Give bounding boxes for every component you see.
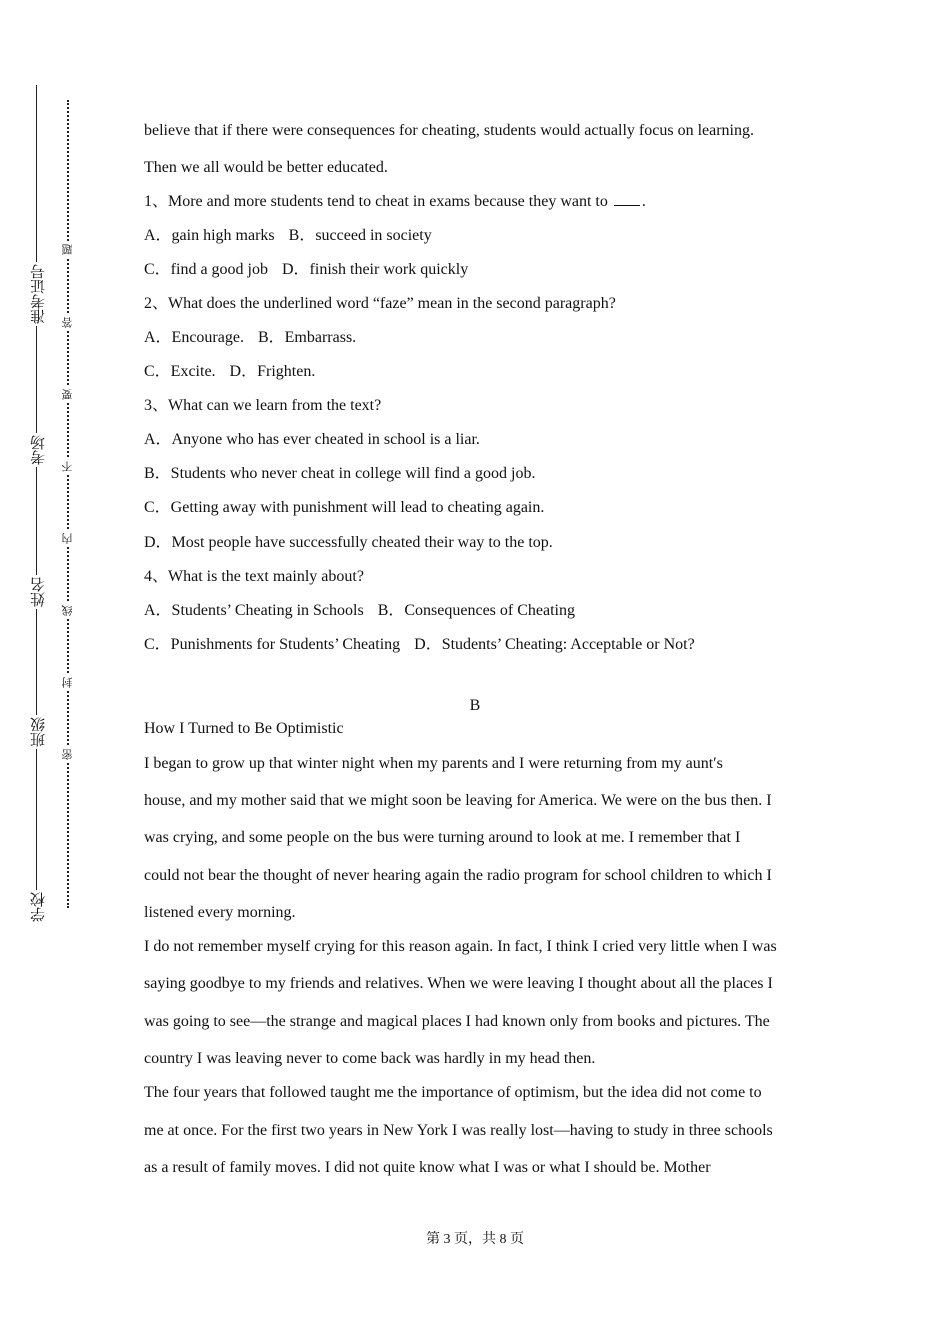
passage-line: house, and my mother said that we might soon be leaving for America. We were on the bus then. I xyxy=(144,792,772,809)
option-c: C．Punishments for Students’ Cheating xyxy=(144,636,401,653)
option-c: C．Getting away with punishment will lead to cheating again. xyxy=(144,499,545,516)
option-a: A．gain high marks xyxy=(144,227,275,244)
passage-line: Then we all would be better educated. xyxy=(144,159,388,176)
seal-char: 题 xyxy=(61,244,74,255)
passage-line: was going to see—the strange and magical places I had known only from books and pictures. The xyxy=(144,1013,770,1030)
question-1-stem-text: 1、More and more students tend to cheat in exams because they want to xyxy=(144,193,612,210)
question-1-options-row xyxy=(144,262,468,278)
option-d: D．finish their work quickly xyxy=(282,261,469,278)
passage-line: The four years that followed taught me the importance of optimism, but the idea did not come to xyxy=(144,1084,762,1101)
question-2-options-row xyxy=(144,330,356,346)
option-c: C．find a good job xyxy=(144,261,268,278)
question-1-stem-end: . xyxy=(641,193,646,210)
seal-char: 不 xyxy=(61,461,74,472)
question-4-options-row xyxy=(144,603,575,619)
option-d: D．Frighten. xyxy=(229,363,316,380)
seal-char: 封 xyxy=(61,677,74,688)
question-2-options-row xyxy=(144,364,315,380)
option-a: A．Anyone who has ever cheated in school is a liar. xyxy=(144,431,480,448)
question-1-options-row xyxy=(144,228,432,244)
question-4-options-row xyxy=(144,637,695,653)
option-b: B．succeed in society xyxy=(288,227,432,244)
binding-line-solid xyxy=(36,85,37,920)
passage-line: could not bear the thought of never hearing again the radio program for school children to which I xyxy=(144,867,772,884)
binding-label-class: 班级 xyxy=(29,717,47,747)
passage-line: believe that if there were consequences for cheating, students would actually focus on learning. xyxy=(144,122,754,139)
passage-line: as a result of family moves. I did not quite know what I was or what I should be. Mother xyxy=(144,1159,711,1176)
passage-line: country I was leaving never to come back was hardly in my head then. xyxy=(144,1050,596,1067)
question-3-stem: 3、What can we learn from the text? xyxy=(144,397,382,414)
passage-line: me at once. For the first two years in New York I was really lost—having to study in three schools xyxy=(144,1122,773,1139)
option-b: B．Embarrass. xyxy=(257,329,357,346)
option-c: C．Excite. xyxy=(144,363,216,380)
answer-blank xyxy=(614,205,640,206)
option-d: D．Most people have successfully cheated their way to the top. xyxy=(144,534,553,551)
seal-char: 答 xyxy=(61,317,74,328)
passage-line: was crying, and some people on the bus were turning around to look at me. I remember that I xyxy=(144,829,741,846)
binding-label-exam-room: 考场 xyxy=(29,435,47,465)
option-a: A．Students’ Cheating in Schools xyxy=(144,602,364,619)
binding-line-dotted xyxy=(67,100,69,908)
option-b: B．Consequences of Cheating xyxy=(377,602,576,619)
passage-line: I began to grow up that winter night when my parents and I were returning from my aunt′s xyxy=(144,755,723,772)
option-b: B．Students who never cheat in college will find a good job. xyxy=(144,465,536,482)
seal-char: 要 xyxy=(61,389,74,400)
section-b-title: How I Turned to Be Optimistic xyxy=(144,720,344,737)
page-number: 第 3 页，共 8 页 xyxy=(426,1232,524,1247)
option-a: A．Encourage. xyxy=(144,329,244,346)
option-d: D．Students’ Cheating: Acceptable or Not? xyxy=(414,636,695,653)
question-4-stem: 4、What is the text mainly about? xyxy=(144,568,364,585)
binding-label-name: 姓名 xyxy=(29,577,47,607)
binding-label-exam-number: 准考证号 xyxy=(29,264,47,324)
question-2-stem: 2、What does the underlined word “faze” mean in the second paragraph? xyxy=(144,295,616,312)
passage-line: saying goodbye to my friends and relatives. When we were leaving I thought about all the places I xyxy=(144,975,773,992)
passage-line: listened every morning. xyxy=(144,904,296,921)
section-b-label: B xyxy=(469,697,481,714)
seal-char: 线 xyxy=(61,605,74,616)
passage-line: I do not remember myself crying for this reason again. In fact, I think I cried very little when I was xyxy=(144,938,777,955)
seal-char: 密 xyxy=(61,749,74,760)
question-1-stem xyxy=(144,194,646,210)
binding-label-school: 学校 xyxy=(29,892,47,922)
seal-char: 内 xyxy=(61,533,74,544)
